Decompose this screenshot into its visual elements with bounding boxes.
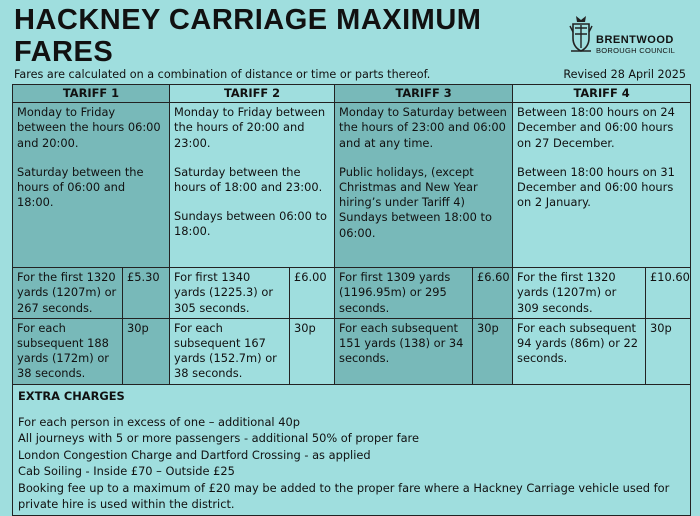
- tariff-2-desc-1: Monday to Friday between the hours of 20:00 and 23:00.: [174, 105, 326, 150]
- tariff-2-desc-3: Sundays between 06:00 to 18:00.: [174, 209, 327, 239]
- crest-icon: [568, 14, 594, 54]
- tariff-header-row: [13, 85, 691, 103]
- tariff-table: [12, 84, 691, 516]
- extra-charges-cell: [13, 384, 691, 516]
- tariff-4-first-text: For the first 1320 yards (1207m) or 309 seconds.: [513, 268, 646, 319]
- tariff-1-first-text: For the first 1320 yards (1207m) or 267 seconds.: [13, 268, 123, 319]
- tariff-4-first-price: £10.60: [646, 268, 691, 319]
- subsequent-distance-row: [13, 318, 691, 384]
- tariff-1-desc-1: Monday to Friday between the hours 06:00 and 20:00.: [17, 105, 161, 150]
- tariff-3-first-price: £6.60: [473, 268, 513, 319]
- extra-charges-title: EXTRA CHARGES: [18, 388, 125, 403]
- tariff-3-desc-1: Monday to Saturday between the hours of 23:00 and 06:00 and at any time.: [339, 105, 507, 150]
- tariff-2-header: TARIFF 2: [170, 85, 335, 103]
- page-title: [14, 4, 481, 68]
- tariff-4-sub-price: 30p: [646, 318, 691, 384]
- tariff-2-first-price: £6.00: [290, 268, 335, 319]
- tariff-4-desc-2: Between 18:00 hours on 31 December and 06:00 hours on 2 January.: [517, 164, 675, 210]
- extra-charge-item: All journeys with 5 or more passengers - additional 50% of proper fare: [18, 431, 420, 446]
- tariff-1-first-price: £5.30: [123, 268, 170, 319]
- tariff-1-sub-price: 30p: [123, 318, 170, 384]
- extra-charge-item: Booking fee up to a maximum of £20 may be added to the proper fare where a Hackney Carriage vehicle used for private hire is used within the district.: [18, 480, 670, 512]
- tariff-3-first-text: For first 1309 yards (1196.95m) or 295 seconds.: [335, 268, 473, 319]
- logo-subtitle: BOROUGH COUNCIL: [596, 46, 676, 55]
- tariff-3-times: [335, 103, 513, 268]
- tariff-3-sub-price: 30p: [473, 318, 513, 384]
- tariff-1-times: [13, 103, 170, 268]
- tariff-4-header: TARIFF 4: [513, 85, 691, 103]
- tariff-2-sub-text: For each subsequent 167 yards (152.7m) or 38 seconds.: [170, 318, 290, 384]
- tariff-4-desc-1: Between 18:00 hours on 24 December and 06:00 hours on 27 December.: [517, 105, 675, 150]
- tariff-3-desc-3: Sundays between 18:00 to 06:00.: [339, 210, 492, 240]
- extra-charge-item: London Congestion Charge and Dartford Crossing - as applied: [18, 447, 371, 462]
- first-distance-row: [13, 268, 691, 319]
- revised-date: Revised 28 April 2025: [563, 68, 686, 81]
- extra-charges-row: [13, 384, 691, 516]
- council-logo: [568, 14, 696, 56]
- tariff-1-sub-text: For each subsequent 188 yards (172m) or 38 seconds.: [13, 318, 123, 384]
- tariff-3-sub-text: For each subsequent 151 yards (138) or 34 seconds.: [335, 318, 473, 384]
- tariff-2-desc-2: Saturday between the hours of 18:00 and 23:00.: [174, 164, 323, 195]
- tariff-1-header: TARIFF 1: [13, 85, 170, 103]
- tariff-times-row: [13, 103, 691, 268]
- tariff-2-first-text: For first 1340 yards (1225.3) or 305 seconds.: [170, 268, 290, 319]
- tariff-3-header: TARIFF 3: [335, 85, 513, 103]
- tariff-4-times: [513, 103, 691, 268]
- title-line-2: FARES: [14, 36, 114, 68]
- extra-charge-item: Cab Soiling - Inside £70 – Outside £25: [18, 464, 235, 479]
- tariff-4-sub-text: For each subsequent 94 yards (86m) or 22 seconds.: [513, 318, 646, 384]
- logo-name: BRENTWOOD: [596, 34, 674, 46]
- tariff-2-times: [170, 103, 335, 268]
- tariff-2-sub-price: 30p: [290, 318, 335, 384]
- tariff-1-desc-2: Saturday between the hours of 06:00 and 18:00.: [17, 164, 144, 210]
- fares-note: Fares are calculated on a combination of distance or time or parts thereof.: [14, 68, 431, 81]
- tariff-3-desc-2: Public holidays, (except Christmas and New Year hiring’s under Tariff 4): [339, 164, 478, 210]
- title-line-1: HACKNEY CARRIAGE MAXIMUM: [14, 4, 482, 36]
- extra-charge-item: For each person in excess of one – additional 40p: [18, 415, 300, 430]
